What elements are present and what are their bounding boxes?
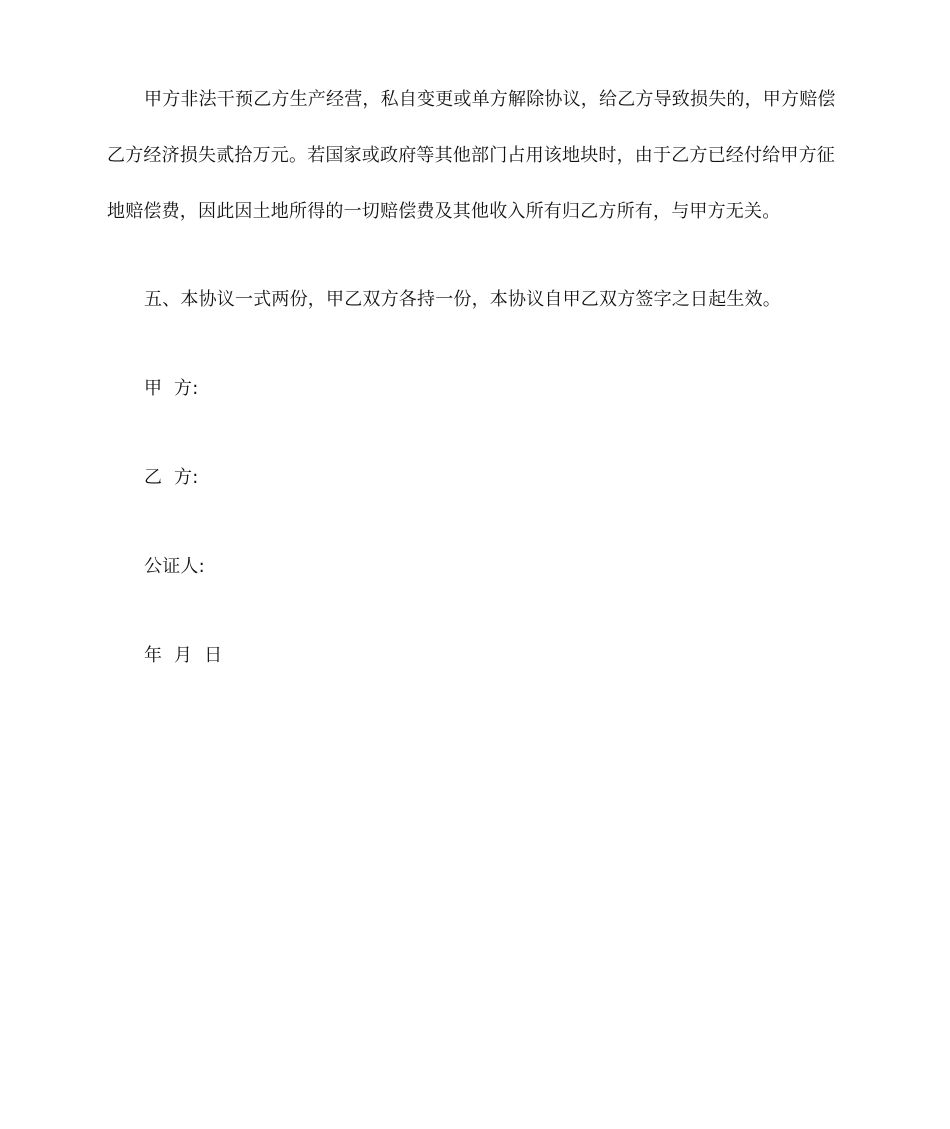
paragraph-line-3: 地赔偿费，因此因土地所得的一切赔偿费及其他收入所有归乙方所有，与甲方无关。 bbox=[107, 201, 781, 222]
notary-signature-label: 公证人: bbox=[144, 556, 205, 577]
paragraph-line-1: 甲方非法干预乙方生产经营，私自变更或单方解除协议，给乙方导致损失的，甲方赔偿 bbox=[144, 89, 836, 110]
clause-five: 五、本协议一式两份，甲乙双方各持一份，本协议自甲乙双方签字之日起生效。 bbox=[144, 289, 781, 310]
party-a-signature-label: 甲 方: bbox=[144, 378, 199, 399]
party-b-signature-label: 乙 方: bbox=[144, 467, 199, 488]
paragraph-line-2: 乙方经济损失贰拾万元。若国家或政府等其他部门占用该地块时，由于乙方已经付给甲方征 bbox=[107, 145, 835, 166]
signature-date-label: 年 月 日 bbox=[144, 645, 223, 666]
